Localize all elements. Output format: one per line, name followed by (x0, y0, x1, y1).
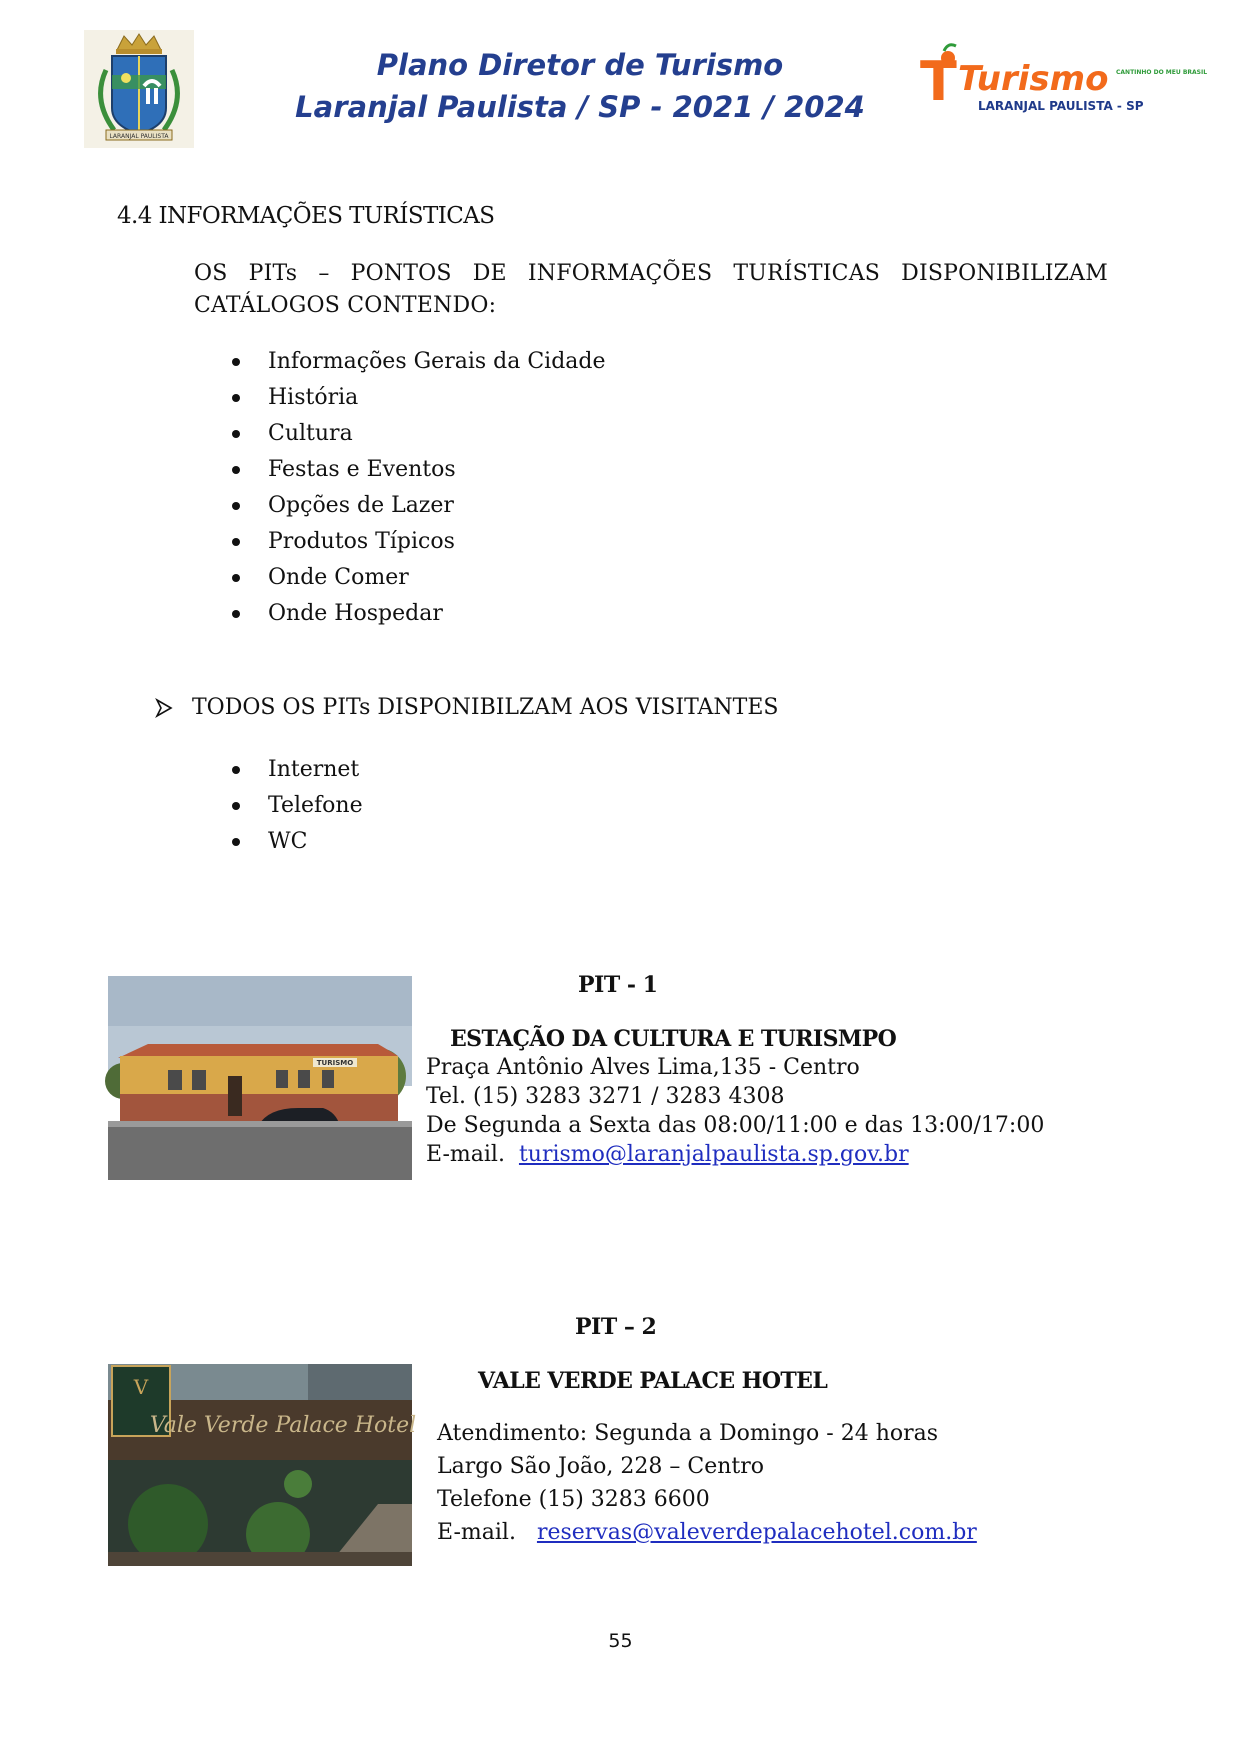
bullet-icon (232, 394, 240, 402)
list-item: Onde Hospedar (232, 596, 606, 632)
visitors-heading (156, 695, 778, 720)
pit2-photo (108, 1364, 417, 1566)
intro-word: TURÍSTICAS (733, 261, 881, 286)
list-item: Opções de Lazer (232, 488, 606, 524)
list-item: Onde Comer (232, 560, 606, 596)
pit2-title: PIT – 2 (575, 1314, 657, 1340)
bullet-icon (232, 766, 240, 774)
pit1-hours: De Segunda a Sexta das 08:00/11:00 e das 13:00/17:00 (426, 1113, 1045, 1138)
bullet-icon (232, 802, 240, 810)
visitors-heading-text: TODOS OS PITs DISPONIBILZAM AOS VISITANTES (192, 695, 779, 720)
pit1-address: Praça Antônio Alves Lima,135 - Centro (426, 1055, 860, 1080)
catalog-list (232, 344, 606, 632)
intro-word: PITs (248, 261, 298, 286)
bullet-icon (232, 610, 240, 618)
bullet-icon (232, 430, 240, 438)
logo-tagline: CANTINHO DO MEU BRASIL (1116, 69, 1208, 76)
intro-word: – (318, 261, 330, 286)
intro-paragraph (194, 258, 1108, 322)
logo-subtitle: LARANJAL PAULISTA - SP (978, 99, 1144, 113)
pit1-email-label: E-mail. (426, 1142, 505, 1167)
list-item: Cultura (232, 416, 606, 452)
document-title-line1: Plano Diretor de Turismo (376, 48, 784, 82)
pit1-details (426, 1053, 1044, 1169)
pit2-details (437, 1417, 977, 1549)
pit1-email-row (426, 1140, 1044, 1169)
pit2-name: VALE VERDE PALACE HOTEL (478, 1368, 828, 1394)
bullet-icon (232, 838, 240, 846)
pit1-photo (108, 976, 412, 1180)
bullet-icon (232, 538, 240, 546)
coat-banner-text: LARANJAL PAULISTA (109, 133, 169, 140)
bullet-icon (232, 466, 240, 474)
page-number: 55 (608, 1630, 633, 1652)
turismo-logo (918, 40, 1208, 120)
list-item: Internet (232, 752, 363, 788)
bullet-icon (232, 502, 240, 510)
arrow-bullet-icon (156, 699, 172, 717)
pit2-photo-sign: Vale Verde Palace Hotel (149, 1413, 417, 1438)
coat-of-arms-logo (84, 30, 194, 148)
intro-word: INFORMAÇÕES (527, 261, 713, 286)
section-heading: 4.4 INFORMAÇÕES TURÍSTICAS (117, 203, 495, 229)
logo-word: Turismo (958, 59, 1109, 99)
intro-line-2: CATÁLOGOS CONTENDO: (194, 293, 497, 318)
list-item: Telefone (232, 788, 363, 824)
list-item: Festas e Eventos (232, 452, 606, 488)
pit2-address: Largo São João, 228 – Centro (437, 1454, 765, 1479)
pit1-photo-sign: TURISMO (316, 1059, 354, 1067)
intro-word: DE (472, 261, 507, 286)
pit2-phone: Telefone (15) 3283 6600 (437, 1487, 710, 1512)
document-title-line2: Laranjal Paulista / SP - 2021 / 2024 (295, 90, 865, 124)
intro-word: OS (194, 261, 228, 286)
pit1-email-link[interactable]: turismo@laranjalpaulista.sp.gov.br (518, 1142, 909, 1167)
pit2-email-row (437, 1516, 977, 1549)
pit2-email-link[interactable]: reservas@valeverdepalacehotel.com.br (536, 1520, 977, 1545)
visitor-services-list (232, 752, 363, 860)
bullet-icon (232, 574, 240, 582)
pit1-title: PIT - 1 (578, 972, 658, 998)
pit1-name: ESTAÇÃO DA CULTURA E TURISMPO (450, 1026, 897, 1052)
list-item: História (232, 380, 606, 416)
svg-text:T: T (920, 50, 957, 113)
list-item: WC (232, 824, 363, 860)
document-title (250, 44, 910, 128)
intro-word: DISPONIBILIZAM (901, 261, 1108, 286)
intro-line-1 (194, 258, 1108, 290)
pit1-phone: Tel. (15) 3283 3271 / 3283 4308 (426, 1084, 785, 1109)
list-item: Informações Gerais da Cidade (232, 344, 606, 380)
pit2-photo-emblem: V (133, 1375, 149, 1399)
list-item: Produtos Típicos (232, 524, 606, 560)
pit2-email-label: E-mail. (437, 1520, 516, 1545)
bullet-icon (232, 358, 240, 366)
pit2-hours: Atendimento: Segunda a Domingo - 24 horas (437, 1421, 939, 1446)
intro-word: PONTOS (350, 261, 452, 286)
